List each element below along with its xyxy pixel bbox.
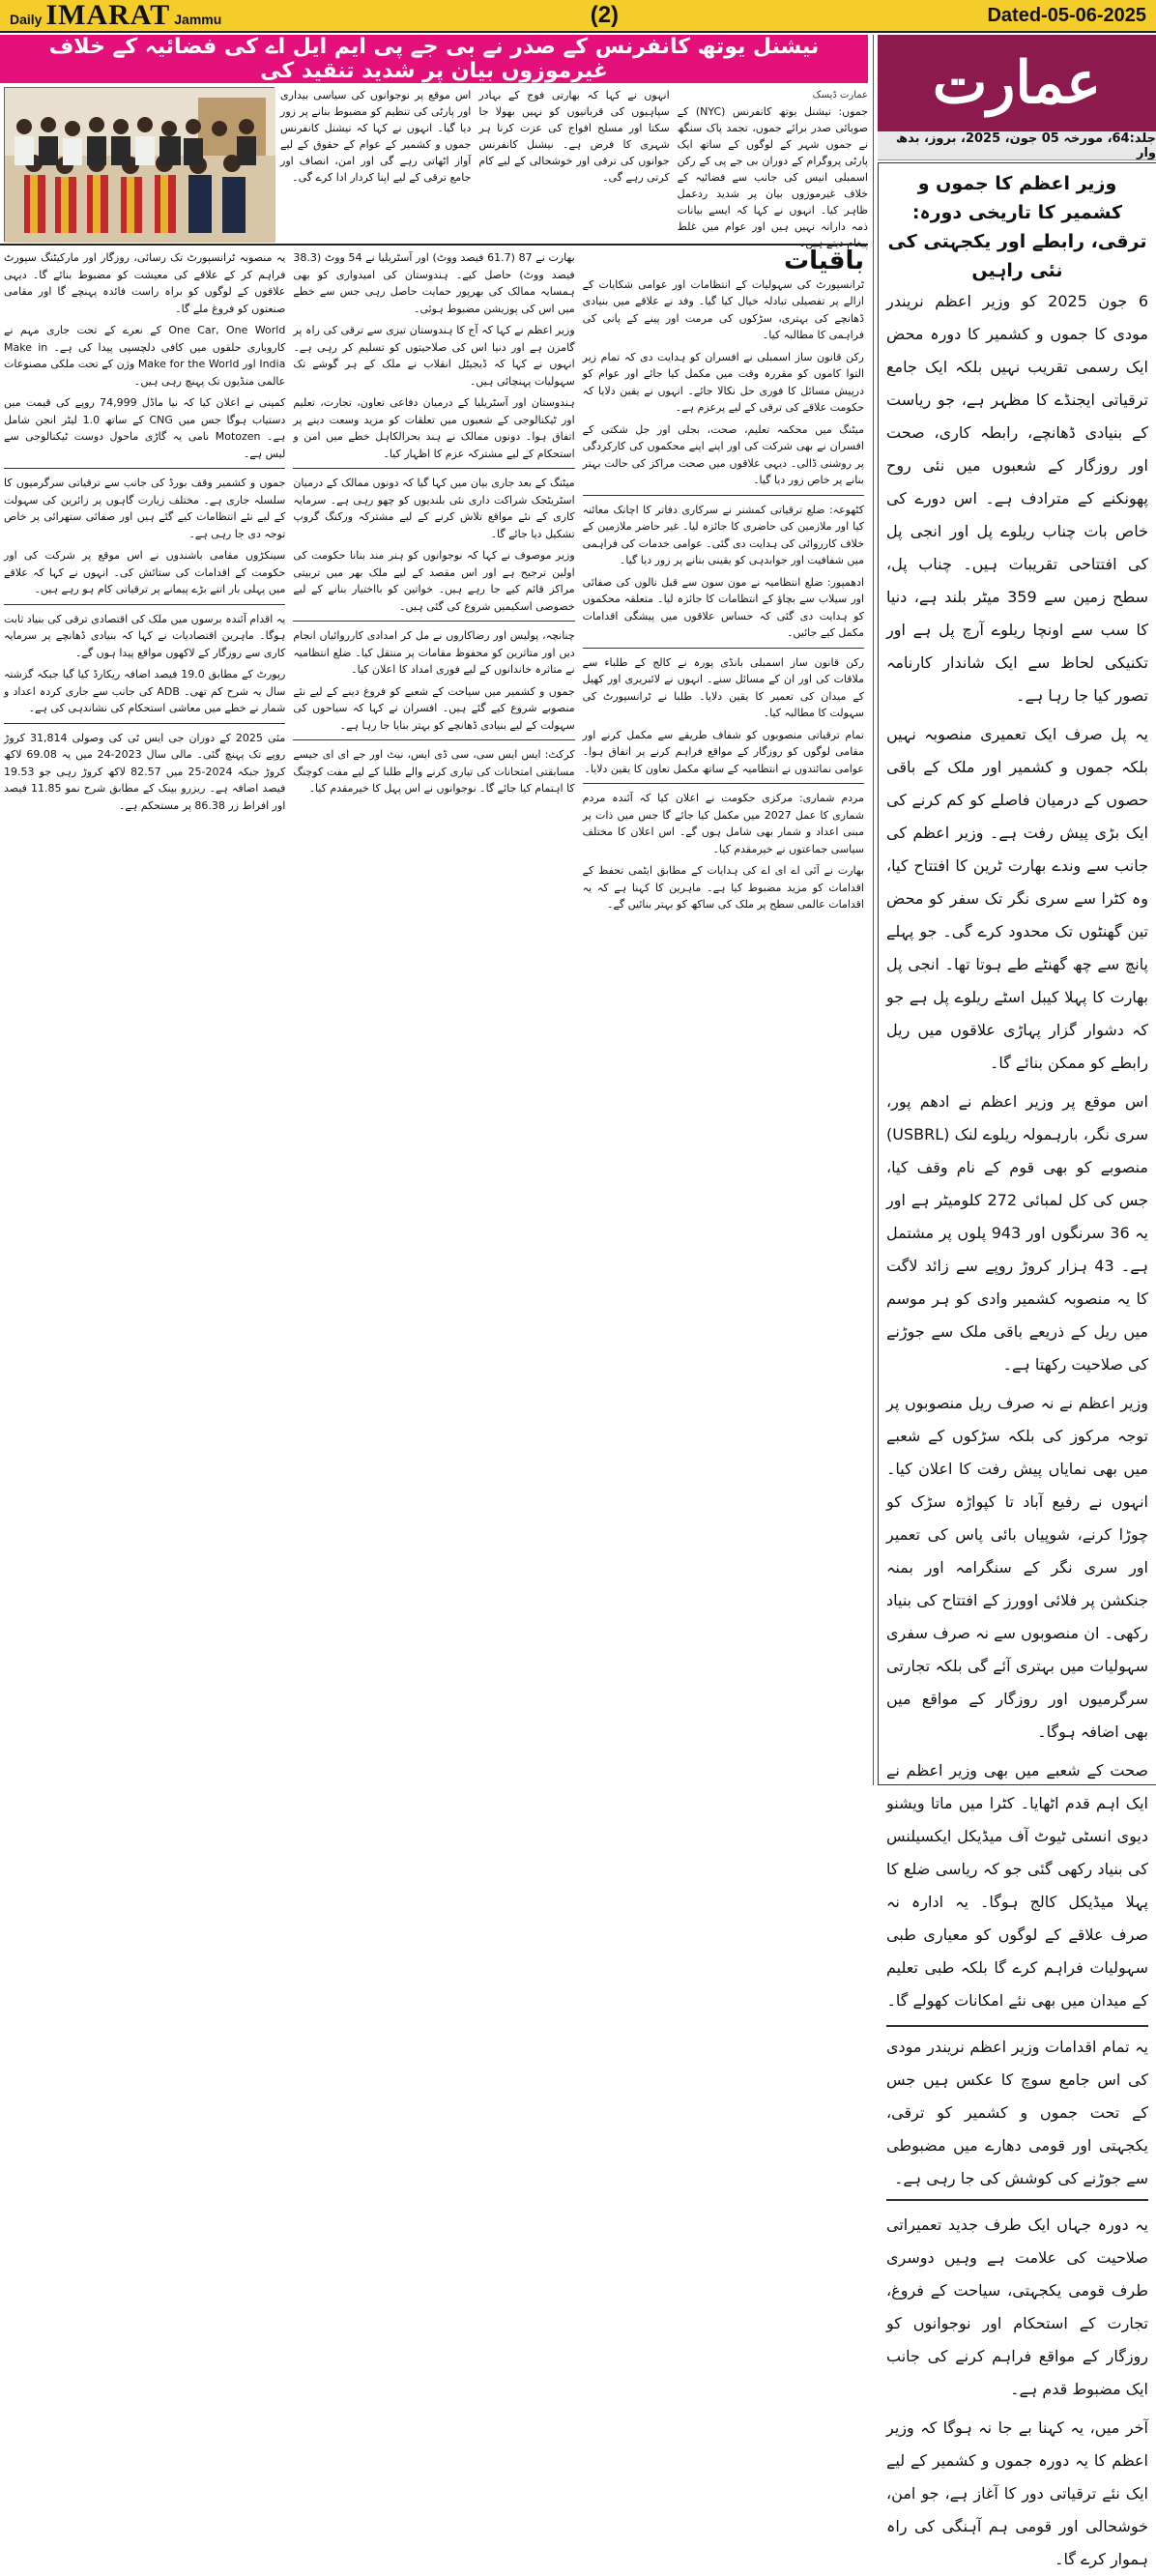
article-paragraph: ادھمپور: ضلع انتظامیہ نے مون سون سے قبل نالوں کی صفائی اور سیلاب سے بچاؤ کے انتظامات کا جائزہ لیا۔ متعلقہ محکموں کو ہدایت دی گئی کہ حساس علاقوں میں پیشگی اقدامات مکمل کیے جائیں۔ <box>582 575 864 639</box>
lead-story-col-2: انہوں نے کہا کہ بھارتی فوج کے بہادر سپاہیوں کی قربانیوں کو نہیں بھولا جا سکتا اور مسلح افواج کی عزت کرنا ہر شہری کا فرض ہے۔ نیشنل کانفرنس جوانوں کی ترقی اور خوشحالی کے لیے کام کرتی رہے گی۔ <box>478 89 670 184</box>
article-separator <box>583 648 864 649</box>
article-paragraph: میٹنگ کے بعد جاری بیان میں کہا گیا کہ دونوں ممالک کے درمیان اسٹریٹجک شراکت داری نئی بلندیوں کو چھو رہی ہے۔ سرمایہ کاری کے نئے مواقع تلاش کرنے کے لیے مشترکہ ورکنگ گروپ تشکیل دیا جائے گا۔ <box>293 477 575 540</box>
article-paragraph: یہ اقدام آئندہ برسوں میں ملک کی اقتصادی ترقی کی بنیاد ثابت ہوگا۔ ماہرین اقتصادیات نے کہا کہ بنیادی ڈھانچے پر سرمایہ کاری سے روزگار کے لاکھوں مواقع پیدا ہوں گے۔ <box>4 612 286 659</box>
article-paragraph: چنانچہ، پولیس اور رضاکاروں نے مل کر امدادی کارروائیاں انجام دیں اور متاثرین کو محفوظ مقامات پر منتقل کیا۔ ضلع انتظامیہ نے متاثرہ خاندانوں کے لیے فوری امداد کا اعلان کیا۔ <box>293 629 575 676</box>
article-paragraph: مردم شماری: مرکزی حکومت نے اعلان کیا کہ آئندہ مردم شماری کا عمل 2027 میں مکمل کیا جائے گا جس میں ذات پر مبنی اعداد و شمار بھی شامل ہوں گے۔ اس اعلان کا مختلف سیاسی جماعتوں نے خیرمقدم کیا۔ <box>582 792 865 855</box>
article-paragraph: رکن قانون ساز اسمبلی نے افسران کو ہدایت دی کہ تمام زیر التوا کاموں کو مقررہ وقت میں مکمل کیا جائے اور عوام کو درپیش مسائل کا فوری حل نکالا جائے۔ انہوں نے یقین دلایا کہ حکومت علاقے کی ترقی کے لیے پرعزم ہے۔ <box>582 350 864 414</box>
main-col-2 <box>293 249 574 1785</box>
editorial-paragraph: آخر میں، یہ کہنا بے جا نہ ہوگا کہ وزیر اعظم کا یہ دورہ جموں و کشمیر کے لیے ایک نئے ترقیاتی دور کا آغاز ہے، جو امن، خوشحالی اور قومی ہم آہنگی کی راہ ہموار کرے گا۔ <box>886 2418 1148 2568</box>
article-paragraph: مئی 2025 کے دوران جی ایس ٹی کی وصولی 31,814 کروڑ روپے تک پہنچ گئی۔ مالی سال 2023-24 میں یہ 69.08 لاکھ کروڑ جبکہ 2024-25 میں 82.57 لاکھ کروڑ رہی جو 19.53 فیصد اضافہ ہے۔ ریزرو بینک کے مطابق شرح نمو 11.85 فیصد اور افراط زر 86.38 پر مستحکم ہے۔ <box>4 731 286 812</box>
article-paragraph: وزیر اعظم نے کہا کہ آج کا ہندوستان تیزی سے ترقی کی راہ پر گامزن ہے اور دنیا اس کی صلاحیتوں کو تسلیم کر رہی ہے۔ انہوں نے کہا کہ ڈیجیٹل انقلاب نے ملک کے ہر گوشے تک سہولیات پہنچائی ہیں۔ <box>293 324 575 388</box>
article-paragraph: ٹرانسپورٹ کی سہولیات کے انتظامات اور عوامی شکایات کے ازالے پر تفصیلی تبادلہ خیال کیا گیا۔ وفد نے علاقے میں بنیادی ڈھانچے کی بہتری، سڑکوں کی مرمت اور پینے کے پانی کی فراہمی کا مطالبہ کیا۔ <box>582 277 864 341</box>
article-paragraph: One Car, One World کے نعرے کے تحت جاری مہم نے کاروباری حلقوں میں کافی دلچسپی پیدا کی ہے۔ Make in India اور Make for the World وژن کے تحت ملکی مصنوعات عالمی منڈیوں تک پہنچ رہی ہیں۔ <box>4 324 286 388</box>
article-paragraph: یہ منصوبہ ٹرانسپورٹ تک رسائی، روزگار اور مارکیٹنگ سپورٹ فراہم کر کے علاقے کی معیشت کو مضبوط بنائے گا۔ دیہی علاقوں کے لوگوں کو براہ راست فائدہ پہنچے گا اور مقامی صنعتوں کو فروغ ملے گا۔ <box>4 251 286 315</box>
article-paragraph: رپورٹ کے مطابق 19.0 فیصد اضافہ ریکارڈ کیا گیا جبکہ گزشتہ سال یہ شرح کم تھی۔ ADB کی جانب سے جاری کردہ اعداد و شمار نے خطے میں معاشی استحکام کی نشاندہی کی ہے۔ <box>4 668 286 714</box>
editorial-paragraph: اس موقع پر وزیر اعظم نے ادھم پور، سری نگر، بارہمولہ ریلوے لنک (USBRL) منصوبے کو بھی قوم کے نام وقف کیا، جس کی کل لمبائی 272 کلومیٹر ہے اور یہ 36 سرنگوں اور 943 پلوں پر مشتمل ہے۔ 43 ہزار کروڑ روپے سے زائد لاگت کا یہ منصوبہ کشمیر وادی کو ہر موسم میں ریل کے ذریعے باقی ملک سے جوڑنے کی صلاحیت رکھتا ہے۔ <box>886 1092 1149 1374</box>
editorial-highlight: یہ تمام اقدامات وزیر اعظم نریندر مودی کی اس جامع سوچ کا عکس ہیں جس کے تحت جموں و کشمیر کو ترقی، یکجہتی اور قومی دھارے میں مضبوطی سے جوڑنے کی کوشش کی جا رہی ہے۔ <box>886 2025 1148 2201</box>
page-number: (2) <box>590 2 620 28</box>
article-paragraph: میٹنگ میں محکمہ تعلیم، صحت، بجلی اور جل شکتی کے افسران نے بھی شرکت کی اور اپنے اپنے محکموں کی کارکردگی پر روشنی ڈالی۔ دیہی علاقوں میں صحت مراکز کی حالت بہتر بنانے پر خاص زور دیا گیا۔ <box>582 422 864 486</box>
main-col-3 <box>4 249 285 1785</box>
editorial-paragraph: یہ دورہ جہاں ایک طرف جدید تعمیراتی صلاحیت کی علامت ہے وہیں دوسری طرف قومی یکجہتی، سیاحت کے فروغ، تجارت کے استحکام اور نوجوانوں کو روزگار کے مواقع فراہم کرنے کی جانب ایک مضبوط قدم ہے۔ <box>886 2215 1148 2398</box>
article-paragraph: تمام ترقیاتی منصوبوں کو شفاف طریقے سے مکمل کرنے اور مقامی لوگوں کو روزگار کے مواقع فراہم کرنے پر اتفاق ہوا۔ عوامی نمائندوں نے انتظامیہ کے ساتھ مکمل تعاون کا یقین دلایا۔ <box>582 728 864 775</box>
lead-story-text-1: جموں: نیشنل یوتھ کانفرنس (NYC) کے صوبائی صدر برائے جموں، تجمد پاک سنگھ نے جموں شہر کے لوگوں کے ساتھ ایک پارٹی پروگرام کے دوران بی جے پی کے رکن اسمبلی انیس کی جانب سے فضائیہ کے خلاف غیرموزوں بیان پر شدید ردعمل ظاہر کیا۔ انہوں نے کہا کہ ایسے بیانات ذمہ دارانہ نہیں ہیں اور عوام میں غلط <box>677 105 868 233</box>
article-paragraph: وزیر موصوف نے کہا کہ نوجوانوں کو ہنر مند بنانا حکومت کی اولین ترجیح ہے اور اس مقصد کے لیے ملک بھر میں تربیتی مراکز قائم کیے جا رہے ہیں۔ خواتین کو بااختیار بنانے کے لیے خصوصی اسکیمیں شروع کی گئی ہیں۔ <box>293 549 575 613</box>
brand-city: Jammu <box>174 12 222 27</box>
article-paragraph: رکن قانون ساز اسمبلی بانڈی پورہ نے کالج کے طلباء سے ملاقات کی اور ان کے مسائل سنے۔ انہوں نے لائبریری اور کھیل کے میدان کی تعمیر کا یقین دلایا۔ طلبا نے ٹرانسپورٹ کی سہولت کا مطالبہ کیا۔ <box>582 655 864 719</box>
section-divider <box>0 244 868 246</box>
article-paragraph: کمپنی نے اعلان کیا کہ نیا ماڈل 74,999 روپے کی قیمت میں دستیاب ہوگا جس میں CNG کے ساتھ 1.0 لیٹر انجن شامل ہے۔ Motozen نامی یہ گاڑی ماحول دوست ٹیکنالوجی سے لیس ہے۔ <box>4 396 286 460</box>
masthead <box>878 35 1156 160</box>
newspaper-brand <box>10 1 221 30</box>
main-content <box>0 246 868 1785</box>
lead-headline: نیشنل یوتھ کانفرنس کے صدر نے بی جے پی ایم ایل اے کی فضائیہ کے خلاف غیرموزوں بیان پر شدید تنقید کی <box>0 35 868 83</box>
masthead-issue-info: جلد:64، مورخہ 05 جون، 2025، بروز، بدھ وار <box>878 131 1156 160</box>
editorial-paragraph: یہ پل صرف ایک تعمیری منصوبہ نہیں بلکہ جموں و کشمیر اور ملک کے باقی حصوں کے درمیان فاصلے کو کم کرنے کی ایک بڑی پیش رفت ہے۔ وزیر اعظم کی جانب سے وندے بھارت ٹرین کا افتتاح کیا، وہ کٹرا سے سری نگر تک سفر کو محض تین گھنٹوں تک محدود کرے گی۔ جو پہلے پانچ سے چھ گھنٹے طے ہوتا تھا۔ انجی پل بھارت کا پہلا کیبل اسٹے ریلوے پل ہے جو کہ دشوار گزار پہاڑی علاقوں میں ریل رابطے کو ممکن بنائے گا۔ <box>886 725 1148 1072</box>
article-separator <box>4 723 285 724</box>
masthead-logo: عمارت <box>878 35 1156 131</box>
article-paragraph: کٹھوعہ: ضلع ترقیاتی کمشنر نے سرکاری دفاتر کا اچانک معائنہ کیا اور ملازمین کی حاضری کا جائزہ لیا۔ غیر حاضر ملازمین کے خلاف کارروائی کی ہدایت دی گئی۔ عوامی خدمات کی فراہمی میں شفافیت اور جوابدہی کو یقینی بنانے پر زور دیا گیا۔ <box>582 503 864 566</box>
article-separator <box>4 604 285 605</box>
editorial-paragraph: وزیر اعظم نے نہ صرف ریل منصوبوں پر توجہ مرکوز کی بلکہ سڑکوں کے شعبے میں بھی نمایاں پیش رفت کا اعلان کیا۔ انہوں نے رفیع آباد تا کپواڑہ سڑک کو چوڑا کرنے، شوپیاں بائی پاس کی تعمیر اور سری نگر کے سنگرامہ اور بمنہ جنکشن پر فلائی اوورز کے افتتاح کی بنیاد رکھی۔ ان منصوبوں سے نہ صرف سفری سہولیات میں بہتری آئے گی بلکہ تجارتی سرگرمیوں اور روزگار کے مواقع میں بھی اضافہ ہوگا۔ <box>886 1394 1148 1741</box>
article-paragraph: بھارت نے 87 (61.7 فیصد ووٹ) اور آسٹریلیا نے 54 ووٹ (38.3 فیصد ووٹ) حاصل کیے۔ ہندوستان کی امیدواری کو بھی ہمسایہ ممالک کی بھرپور حمایت حاصل رہی جس سے خطے میں اس کی پوزیشن مضبوط ہوئی۔ <box>293 251 575 315</box>
lead-story-col-3: اس موقع پر نوجوانوں کی سیاسی بیداری اور پارٹی کی تنظیم کو مضبوط بنانے پر زور دیا گیا۔ انہوں نے کہا کہ نیشنل کانفرنس جموں و کشمیر کے عوام کے حقوق کے لیے آواز اٹھاتی رہے گی اور امن، انصاف اور جامع ترقی کے لیے اپنا کردار ادا کرے گی۔ <box>280 89 472 184</box>
article-paragraph: ہندوستان اور آسٹریلیا کے درمیان دفاعی تعاون، تجارت، تعلیم اور ٹیکنالوجی کے شعبوں میں تعلقات کو مزید وسعت دینے پر اتفاق ہوا۔ دونوں ممالک نے ہند بحرالکاہل خطے میں امن و استحکام کے لیے مشترکہ عزم کا اظہار کیا۔ <box>293 396 575 460</box>
article-paragraph: سینکڑوں مقامی باشندوں نے اس موقع پر شرکت کی اور حکومت کے اقدامات کی ستائش کی۔ انہوں نے کہا کہ علاقے میں پہلی بار اتنے بڑے پیمانے پر ترقیاتی کام ہو رہے ہیں۔ <box>4 549 286 595</box>
article-separator <box>583 783 864 784</box>
brand-daily: Daily <box>10 12 43 27</box>
lead-story <box>280 87 868 242</box>
article-paragraph: جموں و کشمیر میں سیاحت کے شعبے کو فروغ دینے کے لیے نئے منصوبے شروع کیے گئے ہیں۔ افسران نے کہا کہ سیاحوں کی سہولت کے لیے بنیادی ڈھانچے کو بہتر بنایا جا رہا ہے۔ <box>293 684 575 732</box>
editorial-body <box>886 285 1148 2576</box>
lead-byline: عمارت ڈیسک <box>812 90 868 101</box>
editorial-paragraph: 6 جون 2025 کو وزیر اعظم نریندر مودی کا جموں و کشمیر کا دورہ محض ایک رسمی تقریب نہیں بلکہ ایک جامع ترقیاتی ایجنڈے کا مظہر ہے، جو ریاست کے بنیادی ڈھانچے، رابطہ کاری، صحت اور روزگار کے شعبوں میں نئی روح پھونکنے کے مترادف ہے۔ اس دورے کی خاص بات چناب ریلوے پل اور انجی پل کی افتتاحی تقریبات ہیں۔ چناب پل، سطح زمین سے 359 میٹر بلند ہے، دنیا کا سب سے اونچا ریلوے آرچ پل ہے اور تکنیکی لحاظ سے ایک شاندار کارنامہ تصور کیا جا رہا ہے۔ <box>886 292 1149 705</box>
main-col-1 <box>582 246 865 1785</box>
issue-date: Dated-05-06-2025 <box>987 4 1146 26</box>
article-paragraph: جموں و کشمیر وقف بورڈ کی جانب سے ترقیاتی سرگرمیوں کا سلسلہ جاری ہے۔ مختلف زیارت گاہوں پر زائرین کی سہولت کے لیے نئے انتظامات کیے گئے ہیں اور صفائی ستھرائی پر خاص توجہ دی جا رہی ہے۔ <box>4 477 286 540</box>
article-separator <box>293 739 574 740</box>
article-paragraph: کرکٹ: ایس ایس سی، سی ڈی ایس، نیٹ اور جے ای ای جیسے مسابقتی امتحانات کی تیاری کرنے والے طلبا کے لیے مفت کوچنگ کا اہتمام کیا جائے گا۔ نوجوانوں نے اس پہل کا خیرمقدم کیا۔ <box>293 748 575 795</box>
section-title: باقیات <box>783 246 864 275</box>
article-separator <box>4 468 285 469</box>
editorial-paragraph: صحت کے شعبے میں بھی وزیر اعظم نے ایک اہم قدم اٹھایا۔ کٹرا میں ماتا ویشنو دیوی انسٹی ٹیوٹ آف میڈیکل ایکسیلنس کی بنیاد رکھی گئی جو کہ ریاسی ضلع کا پہلا میڈیکل کالج ہوگا۔ یہ ادارہ نہ صرف علاقے کے لوگوں کو معیاری طبی سہولیات فراہم کرے گا بلکہ طبی تعلیم کے میدان میں بھی نئے امکانات کھولے گا۔ <box>886 1761 1148 2010</box>
editorial-title: وزیر اعظم کا جموں و کشمیر کا تاریخی دورہ: ترقی، رابطے اور یکجہتی کی نئی راہیں <box>887 173 1147 281</box>
column-divider <box>873 35 874 1785</box>
article-separator <box>293 621 574 622</box>
article-separator <box>583 495 864 496</box>
group-photo <box>4 87 275 242</box>
lead-story-col-1 <box>678 87 868 242</box>
group-photo-image <box>5 88 275 243</box>
editorial-column <box>878 162 1156 2568</box>
brand-name: IMARAT <box>45 0 171 31</box>
page-header <box>0 0 1156 33</box>
article-paragraph: بھارت نے آئی اے ای اے کی ہدایات کے مطابق ایٹمی تحفظ کے اقدامات کو مزید مضبوط کیا ہے۔ ماہرین کا کہنا ہے کہ یہ اقدامات عالمی سطح پر ملک کی ساکھ کو بہتر بنائیں گے۔ <box>582 864 864 911</box>
article-separator <box>293 468 574 469</box>
